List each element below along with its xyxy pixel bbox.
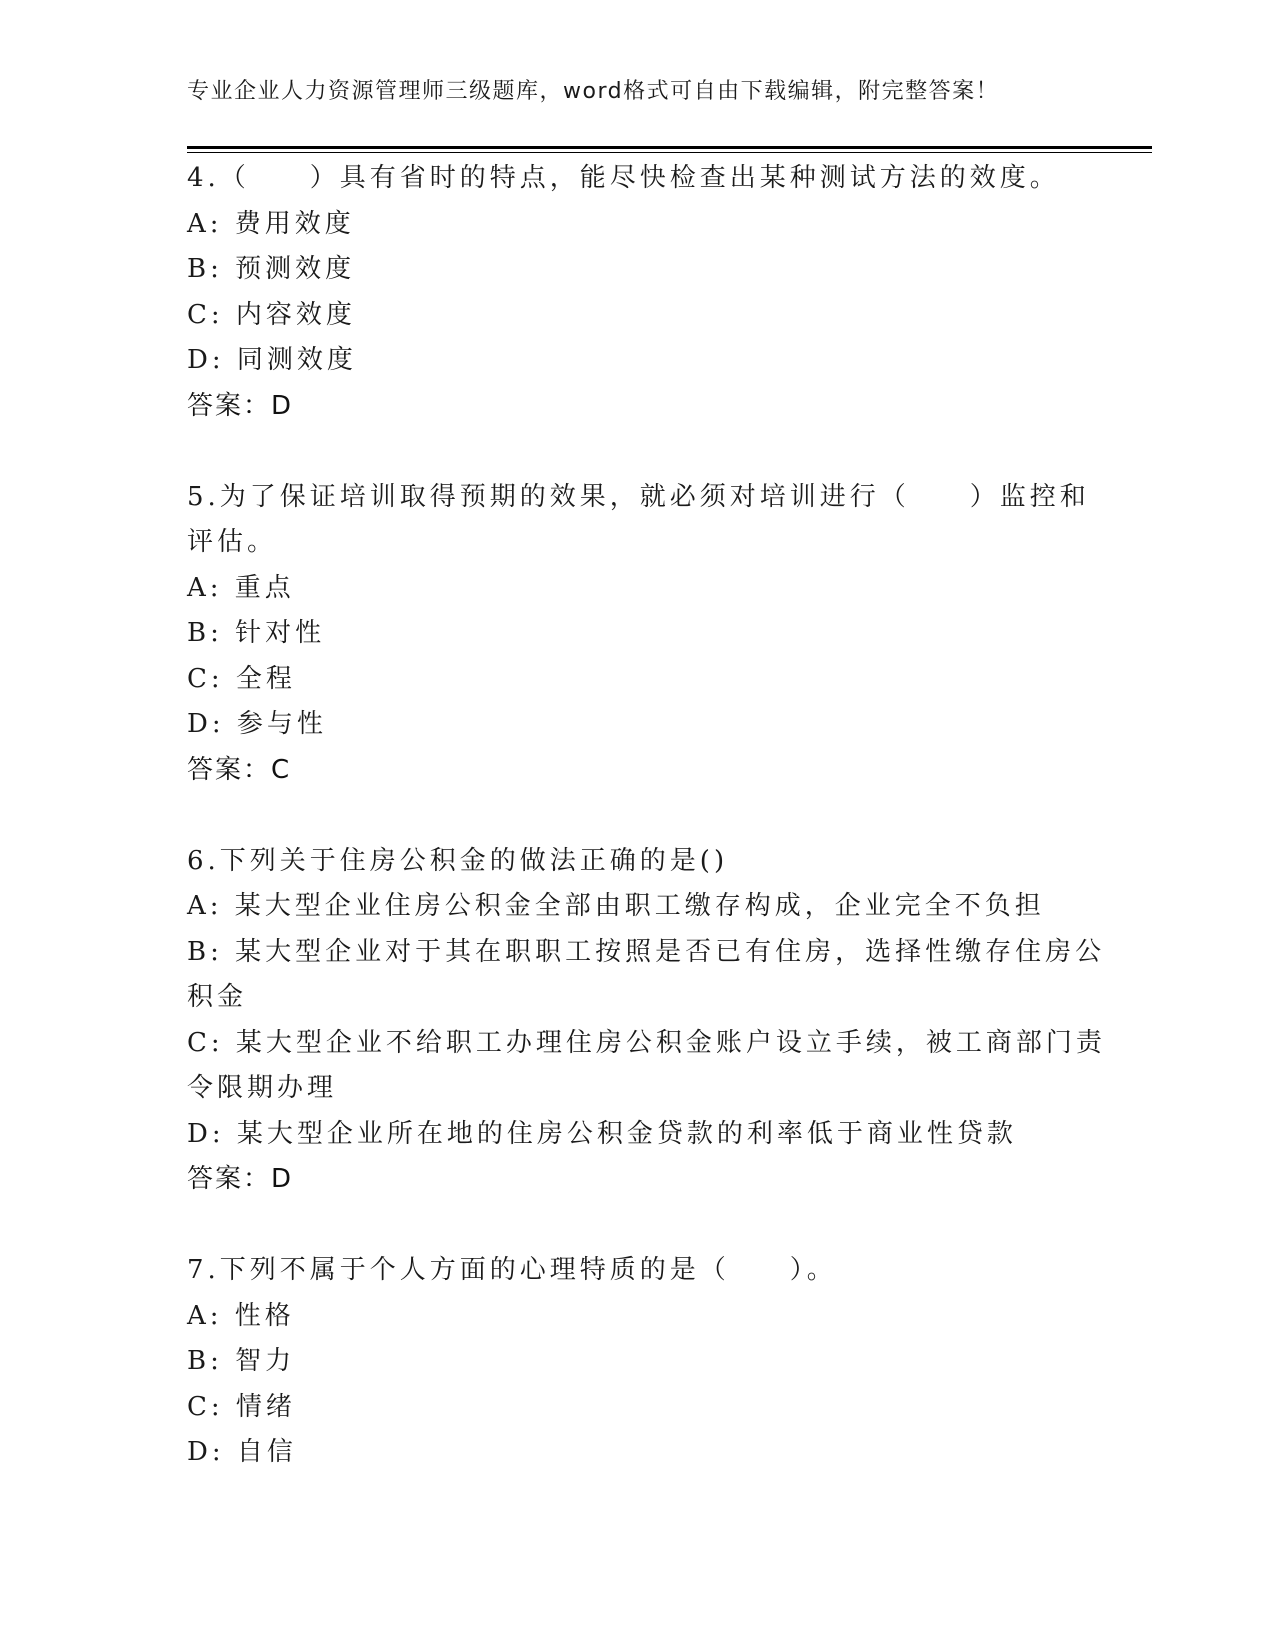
header-rule-thin bbox=[187, 152, 1152, 153]
answer-line: 答案：C bbox=[187, 754, 292, 785]
spacer bbox=[187, 429, 1087, 475]
option-d: D: 某大型企业所在地的住房公积金贷款的利率低于商业性贷款 bbox=[187, 1118, 1017, 1149]
option-a: A: 某大型企业住房公积金全部由职工缴存构成，企业完全不负担 bbox=[187, 891, 1045, 921]
option-a: A: 性格 bbox=[187, 1300, 295, 1331]
option-c: C: 某大型企业不给职工办理住房公积金账户设立手续，被工商部门责 bbox=[187, 1027, 1106, 1058]
option-b-continued: 积金 bbox=[187, 982, 248, 1012]
question-list bbox=[187, 156, 1106, 1476]
option-c: C: 情绪 bbox=[187, 1391, 296, 1422]
option-c: C: 全程 bbox=[187, 663, 296, 694]
spacer bbox=[187, 793, 1087, 839]
question-stem: 7.下列不属于个人方面的心理特质的是（ ）。 bbox=[187, 1255, 837, 1285]
option-d: D: 自信 bbox=[187, 1437, 297, 1467]
option-c: C: 内容效度 bbox=[187, 299, 356, 330]
header-note: 专业企业人力资源管理师三级题库，word格式可自由下载编辑，附完整答案！ bbox=[187, 79, 1000, 104]
option-b: B: 预测效度 bbox=[187, 254, 356, 284]
question-4 bbox=[187, 156, 1087, 429]
question-6 bbox=[187, 839, 1106, 1203]
option-a: A: 费用效度 bbox=[187, 208, 355, 239]
spacer bbox=[187, 1203, 1087, 1249]
question-stem: 5.为了保证培训取得预期的效果，就必须对培训进行（ ）监控和 bbox=[187, 481, 1090, 512]
question-stem-continued: 评估。 bbox=[187, 527, 278, 557]
option-b: B: 针对性 bbox=[187, 618, 326, 648]
option-d: D: 参与性 bbox=[187, 709, 327, 739]
answer-line: 答案：D bbox=[187, 390, 294, 421]
option-c-continued: 令限期办理 bbox=[187, 1073, 338, 1103]
option-d: D: 同测效度 bbox=[187, 345, 357, 375]
question-stem: 4.（ ）具有省时的特点，能尽快检查出某种测试方法的效度。 bbox=[187, 163, 1060, 193]
answer-line: 答案：D bbox=[187, 1164, 294, 1194]
option-b: B: 智力 bbox=[187, 1346, 296, 1376]
question-7 bbox=[187, 1248, 1087, 1476]
header-rule-thick bbox=[187, 146, 1152, 149]
option-a: A: 重点 bbox=[187, 572, 295, 603]
question-stem: 6.下列关于住房公积金的做法正确的是() bbox=[187, 845, 729, 876]
option-b: B: 某大型企业对于其在职职工按照是否已有住房，选择性缴存住房公 bbox=[187, 936, 1106, 967]
question-5 bbox=[187, 475, 1090, 794]
